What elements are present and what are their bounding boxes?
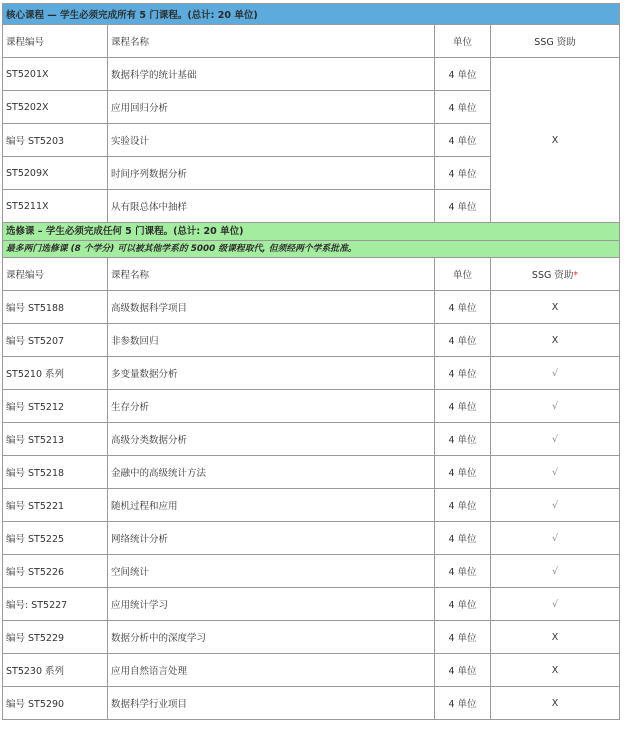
ssg-funding-mark: X [491,687,620,720]
elective-course-row [3,489,620,522]
course-units: 4 单位 [435,654,491,687]
course-units: 4 单位 [435,124,491,157]
col-header-code: 课程编号 [3,258,108,291]
ssg-funding-mark: √ [491,456,620,489]
ssg-funding-mark: √ [491,522,620,555]
course-units: 4 单位 [435,157,491,190]
course-name: 金融中的高级统计方法 [108,456,435,489]
course-name: 随机过程和应用 [108,489,435,522]
course-units: 4 单位 [435,522,491,555]
course-units: 4 单位 [435,489,491,522]
elective-course-row [3,621,620,654]
course-name: 生存分析 [108,390,435,423]
course-units: 4 单位 [435,423,491,456]
elective-course-row [3,423,620,456]
course-code: 编号: ST5227 [3,588,108,621]
col-header-ssg-label: SSG 资助 [531,270,574,281]
course-name: 数据分析中的深度学习 [108,621,435,654]
course-name: 应用统计学习 [108,588,435,621]
ssg-funding-mark: √ [491,390,620,423]
course-name: 非参数回归 [108,324,435,357]
elective-course-row [3,687,620,720]
course-table-body [3,4,620,720]
course-code: 编号 ST5188 [3,291,108,324]
ssg-funding-mark: √ [491,588,620,621]
elective-section-header [3,223,620,241]
col-header-units: 单位 [435,25,491,58]
course-units: 4 单位 [435,621,491,654]
course-code: 编号 ST5212 [3,390,108,423]
course-name: 高级数据科学项目 [108,291,435,324]
ssg-funding-mark: X [491,654,620,687]
ssg-funding-mark: X [491,324,620,357]
course-name: 空间统计 [108,555,435,588]
col-header-units: 单位 [435,258,491,291]
ssg-funding-mark: √ [491,555,620,588]
course-units: 4 单位 [435,190,491,223]
course-name: 数据科学行业项目 [108,687,435,720]
course-units: 4 单位 [435,456,491,489]
course-name: 数据科学的统计基础 [108,58,435,91]
col-header-name: 课程名称 [108,258,435,291]
course-name: 网络统计分析 [108,522,435,555]
course-name: 高级分类数据分析 [108,423,435,456]
course-table [2,3,620,720]
course-table-container [2,3,619,720]
elective-course-row [3,390,620,423]
course-code: 编号 ST5225 [3,522,108,555]
course-units: 4 单位 [435,58,491,91]
core-section-header [3,4,620,25]
course-units: 4 单位 [435,687,491,720]
ssg-funding-mark: √ [491,489,620,522]
footnote-asterisk: * [573,270,579,281]
course-units: 4 单位 [435,390,491,423]
course-code: 编号 ST5229 [3,621,108,654]
course-name: 多变量数据分析 [108,357,435,390]
course-name: 实验设计 [108,124,435,157]
course-code: 编号 ST5203 [3,124,108,157]
elective-course-row [3,522,620,555]
core-course-row [3,58,620,91]
elective-column-headers [3,258,620,291]
course-code: ST5202X [3,91,108,124]
course-units: 4 单位 [435,291,491,324]
ssg-funding-mark: √ [491,357,620,390]
course-units: 4 单位 [435,357,491,390]
course-code: 编号 ST5290 [3,687,108,720]
ssg-funding-mark: X [491,621,620,654]
course-code: ST5211X [3,190,108,223]
course-code: 编号 ST5213 [3,423,108,456]
elective-course-row [3,324,620,357]
course-code: ST5230 系列 [3,654,108,687]
elective-course-row [3,555,620,588]
course-name: 应用自然语言处理 [108,654,435,687]
course-name: 应用回归分析 [108,91,435,124]
ssg-funding-mark: X [491,291,620,324]
col-header-name: 课程名称 [108,25,435,58]
elective-section-note-row [3,241,620,258]
elective-course-row [3,654,620,687]
course-code: ST5210 系列 [3,357,108,390]
course-code: 编号 ST5221 [3,489,108,522]
course-name: 时间序列数据分析 [108,157,435,190]
course-units: 4 单位 [435,324,491,357]
core-column-headers [3,25,620,58]
col-header-ssg: SSG 资助 [491,25,620,58]
elective-course-row [3,456,620,489]
col-header-code: 课程编号 [3,25,108,58]
course-units: 4 单位 [435,588,491,621]
elective-section-note: 最多两门选修课 (8 个学分) 可以被其他学系的 5000 级课程取代, 但须经两个学系批准。 [3,241,620,258]
core-ssg-funding: X [491,58,620,223]
course-name: 从有限总体中抽样 [108,190,435,223]
course-code: 编号 ST5226 [3,555,108,588]
col-header-ssg [491,258,620,291]
core-section-title: 核心课程 — 学生必须完成所有 5 门课程。(总计: 20 单位) [3,4,620,25]
elective-course-row [3,291,620,324]
elective-course-row [3,588,620,621]
course-code: ST5201X [3,58,108,91]
course-code: 编号 ST5218 [3,456,108,489]
ssg-funding-mark: √ [491,423,620,456]
elective-section-title: 选修课 – 学生必须完成任何 5 门课程。(总计: 20 单位) [3,223,620,241]
course-code: ST5209X [3,157,108,190]
elective-course-row [3,357,620,390]
course-units: 4 单位 [435,555,491,588]
course-code: 编号 ST5207 [3,324,108,357]
course-units: 4 单位 [435,91,491,124]
